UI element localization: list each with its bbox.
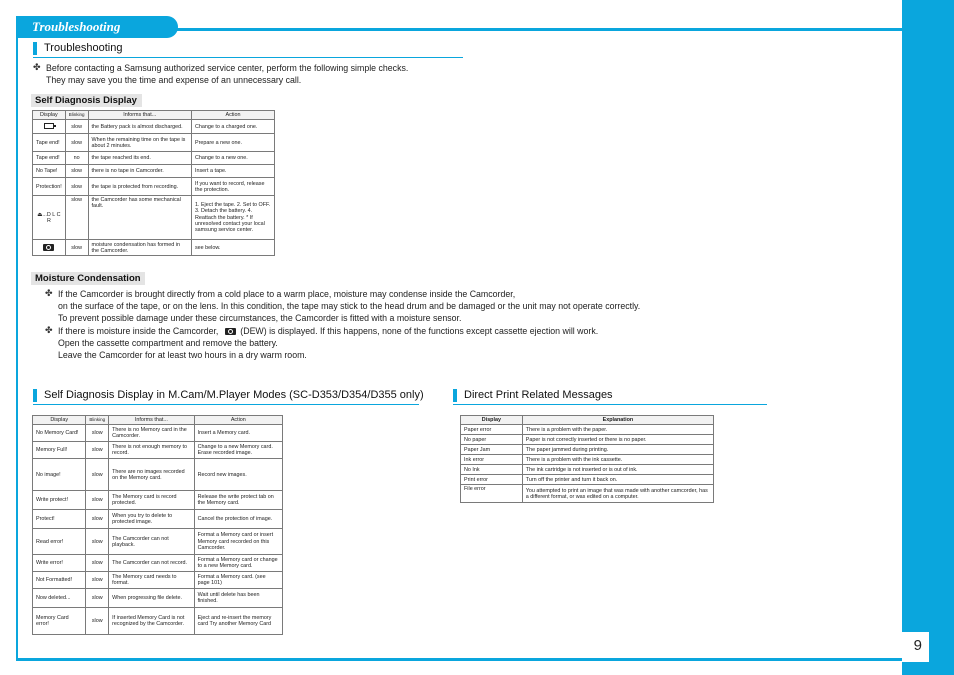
- moisture-line-3: To prevent possible damage under these circumstances, the Camcorder is fitted with a moisture sensor.: [58, 313, 462, 323]
- cell-blinking: slow: [65, 240, 88, 256]
- cell-display: Print error: [461, 475, 523, 485]
- cell-action: Prepare a new one.: [191, 134, 274, 152]
- cell-informs: There are no images recorded on the Memory card.: [109, 459, 194, 491]
- cell-informs: The Camcorder can not playback.: [109, 529, 194, 555]
- cell-informs: the Camcorder has some mechanical fault.: [88, 196, 191, 240]
- table-row: [461, 445, 714, 455]
- section-title-direct-print: Direct Print Related Messages: [453, 389, 613, 402]
- cell-display: Not Formatted!: [33, 572, 86, 589]
- cell-informs: When the remaining time on the tape is about 2 minutes.: [88, 134, 191, 152]
- table-row: [33, 529, 283, 555]
- header-blinking: Blinking: [86, 416, 109, 425]
- cross-bullet-icon: ✤: [45, 325, 53, 335]
- cross-bullet-icon: ✤: [33, 62, 41, 72]
- table-row: [33, 491, 283, 510]
- header-informs: Informs that...: [109, 416, 194, 425]
- table-row: [33, 196, 275, 240]
- cell-display: Tape end!: [33, 152, 66, 165]
- header-action: Action: [194, 416, 282, 425]
- cell-action: Change to a new Memory card. Erase recorded image.: [194, 442, 282, 459]
- table-row: [33, 152, 275, 165]
- moisture-line-1: If the Camcorder is brought directly from a cold place to a warm place, moisture may condense inside the Camcorder,: [58, 289, 516, 299]
- intro-line-2: They may save you the time and expense of an unnecessary call.: [46, 75, 302, 85]
- moisture-line-4-start: If there is moisture inside the Camcorder,: [58, 326, 219, 336]
- cell-display: No Tape!: [33, 165, 66, 178]
- cell-explanation: Turn off the printer and turn it back on.: [522, 475, 713, 485]
- self-diagnosis-table: [32, 110, 275, 256]
- cell-display: No image!: [33, 459, 86, 491]
- cell-explanation: There is a problem with the ink cassette.: [522, 455, 713, 465]
- cross-bullet-icon: ✤: [45, 288, 53, 298]
- header-display: Display: [33, 111, 66, 120]
- cell-display: Write error!: [33, 555, 86, 572]
- cell-display: Memory Full!: [33, 442, 86, 459]
- cell-action: Change to a charged one.: [191, 120, 274, 134]
- cell-display: No Ink: [461, 465, 523, 475]
- table-row: [33, 459, 283, 491]
- cell-informs: The Memory card needs to format.: [109, 572, 194, 589]
- cell-informs: moisture condensation has formed in the Camcorder.: [88, 240, 191, 256]
- cell-action: Format a Memory card or insert Memory card recorded on this Camcorder.: [194, 529, 282, 555]
- cell-informs: When you try to delete to protected image.: [109, 510, 194, 529]
- cell-action: Format a Memory card. (see page 101): [194, 572, 282, 589]
- table-row: [33, 510, 283, 529]
- cell-action: 1. Eject the tape. 2. Set to OFF. 3. Detach the battery. 4. Reattach the battery. * If unresolved contact your local samsung service center.: [191, 196, 274, 240]
- cell-blinking: slow: [86, 510, 109, 529]
- cell-informs: When progressing file delete.: [109, 589, 194, 608]
- cell-informs: If inserted Memory Card is not recognized by the Camcorder.: [109, 608, 194, 635]
- cell-action: If you want to record, release the protection.: [191, 178, 274, 196]
- cell-action: Format a Memory card or change to a new Memory card.: [194, 555, 282, 572]
- moisture-line-6: Leave the Camcorder for at least two hours in a dry warm room.: [58, 350, 307, 360]
- subheading-self-diagnosis: Self Diagnosis Display: [31, 94, 142, 107]
- cell-action: Cancel the protection of image.: [194, 510, 282, 529]
- cell-blinking: slow: [65, 134, 88, 152]
- cell-display: File error: [461, 485, 523, 503]
- header-display: Display: [33, 416, 86, 425]
- cell-informs: There is not enough memory to record.: [109, 442, 194, 459]
- left-rule: [16, 18, 18, 661]
- table-row: [33, 240, 275, 256]
- table-row: [33, 165, 275, 178]
- dew-icon: [33, 240, 66, 256]
- mcam-diagnosis-table: [32, 415, 283, 635]
- cell-blinking: slow: [86, 555, 109, 572]
- moisture-line-5: Open the cassette compartment and remove the battery.: [58, 338, 278, 348]
- page-number: 9: [913, 637, 922, 654]
- cell-blinking: slow: [86, 589, 109, 608]
- right-margin-band: [902, 0, 954, 675]
- cell-blinking: slow: [65, 196, 88, 240]
- cell-action: Wait until delete has been finished.: [194, 589, 282, 608]
- moisture-line-4-end: (DEW) is displayed. If this happens, none of the functions except cassette ejection will work.: [240, 326, 599, 336]
- cell-informs: there is no tape in Camcorder.: [88, 165, 191, 178]
- cell-blinking: no: [65, 152, 88, 165]
- header-blinking: Blinking: [65, 111, 88, 120]
- cell-blinking: slow: [86, 491, 109, 510]
- cell-display: Paper Jam: [461, 445, 523, 455]
- cell-informs: the tape is protected from recording.: [88, 178, 191, 196]
- section-title-mcam: Self Diagnosis Display in M.Cam/M.Player Modes (SC-D353/D354/D355 only): [33, 389, 424, 402]
- cell-display: Tape end!: [33, 134, 66, 152]
- table-header-row: [461, 416, 714, 425]
- cell-action: see below.: [191, 240, 274, 256]
- cell-action: Record new images.: [194, 459, 282, 491]
- moisture-line-4: [58, 325, 598, 337]
- table-row: [461, 465, 714, 475]
- cell-display: No paper: [461, 435, 523, 445]
- cell-explanation: There is a problem with the paper.: [522, 425, 713, 435]
- section-title-troubleshooting: Troubleshooting: [33, 42, 122, 55]
- cell-blinking: slow: [65, 165, 88, 178]
- table-row: [461, 485, 714, 503]
- cell-action: Insert a tape.: [191, 165, 274, 178]
- table-row: [461, 425, 714, 435]
- cell-display: Protection!: [33, 178, 66, 196]
- moisture-line-2: on the surface of the tape, or on the lens. In this condition, the tape may stick to the head drum and be damaged or the unit may not operate correctly.: [58, 301, 641, 311]
- table-row: [33, 134, 275, 152]
- cell-blinking: slow: [65, 178, 88, 196]
- cell-display: Write protect!: [33, 491, 86, 510]
- table-row: [33, 589, 283, 608]
- cell-blinking: slow: [86, 529, 109, 555]
- header-tab-title: Troubleshooting: [32, 19, 121, 34]
- section-rule: [33, 404, 419, 405]
- intro-line-1: Before contacting a Samsung authorized service center, perform the following simple checks.: [46, 63, 409, 73]
- subheading-moisture: Moisture Condensation: [31, 272, 145, 285]
- header-display: Display: [461, 416, 523, 425]
- cell-display: ⏏...D L C R: [33, 196, 66, 240]
- cell-action: Release the write protect tab on the Memory card.: [194, 491, 282, 510]
- cell-display: Now deleted...: [33, 589, 86, 608]
- cell-informs: The Memory card is record protected.: [109, 491, 194, 510]
- cell-display: No Memory Card!: [33, 425, 86, 442]
- cell-blinking: slow: [86, 608, 109, 635]
- table-row: [461, 475, 714, 485]
- table-row: [33, 178, 275, 196]
- cell-display: Paper error: [461, 425, 523, 435]
- cell-informs: the tape reached its end.: [88, 152, 191, 165]
- cell-informs: The Camcorder can not record.: [109, 555, 194, 572]
- header-tab: [16, 16, 178, 38]
- cell-display: Read error!: [33, 529, 86, 555]
- cell-display: Memory Card error!: [33, 608, 86, 635]
- cell-blinking: slow: [86, 425, 109, 442]
- cell-explanation: The paper jammed during printing.: [522, 445, 713, 455]
- table-row: [33, 555, 283, 572]
- dew-icon: [225, 328, 236, 335]
- table-row: [461, 435, 714, 445]
- header-informs: Informs that...: [88, 111, 191, 120]
- table-row: [33, 442, 283, 459]
- table-row: [33, 572, 283, 589]
- cell-informs: the Battery pack is almost discharged.: [88, 120, 191, 134]
- cell-action: Insert a Memory card.: [194, 425, 282, 442]
- section-rule: [453, 404, 767, 405]
- cell-explanation: The ink cartridge is not inserted or is out of ink.: [522, 465, 713, 475]
- section-rule: [33, 57, 463, 58]
- cell-blinking: slow: [86, 459, 109, 491]
- table-row: [33, 608, 283, 635]
- cell-display: Protect!: [33, 510, 86, 529]
- cell-display: Ink error: [461, 455, 523, 465]
- table-row: [461, 455, 714, 465]
- cell-blinking: slow: [65, 120, 88, 134]
- cell-explanation: Paper is not correctly inserted or there is no paper.: [522, 435, 713, 445]
- cell-blinking: slow: [86, 572, 109, 589]
- cell-explanation: You attempted to print an image that was made with another camcorder, has a different format, or was edited on a computer.: [522, 485, 713, 503]
- bottom-rule: [16, 658, 902, 661]
- header-explanation: Explanation: [522, 416, 713, 425]
- cell-blinking: slow: [86, 442, 109, 459]
- direct-print-table: [460, 415, 714, 503]
- table-header-row: [33, 416, 283, 425]
- cell-informs: There is no Memory card in the Camcorder.: [109, 425, 194, 442]
- table-row: [33, 120, 275, 134]
- table-header-row: [33, 111, 275, 120]
- header-action: Action: [191, 111, 274, 120]
- cell-action: Change to a new one.: [191, 152, 274, 165]
- battery-icon: [33, 120, 66, 134]
- table-row: [33, 425, 283, 442]
- cell-action: Eject and re-insert the memory card Try another Memory Card: [194, 608, 282, 635]
